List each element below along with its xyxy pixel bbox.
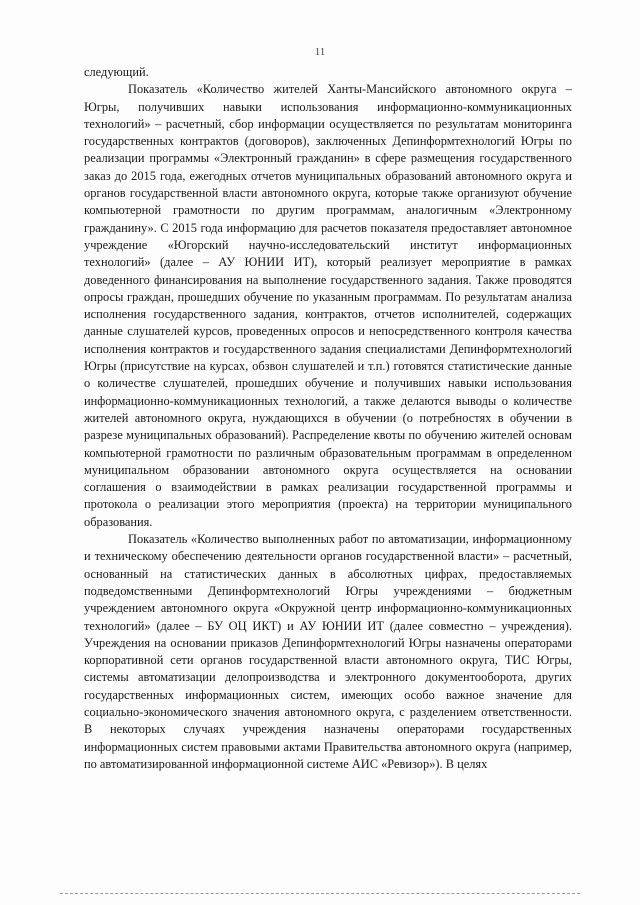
paragraph-indicator-automation-works: Показатель «Количество выполненных работ по автоматизации, информационному и техническому обеспечению деятельности органов государственной власти» – расчетный, основанный на статистических данных в абсолютных цифрах, предоставляемых подведомственными Депинформтехнологий Югры учреждениями – бюджетным учреждением автономного округа «Окружной центр информационно-коммуникационных технологий» (далее – БУ ОЦ ИКТ) и АУ ЮНИИ ИТ (далее совместно – учреждения). Учреждения на основании приказов Депинформтехнологий Югры назначены операторами корпоративной сети органов государственной власти автономного округа, ТИС Югры, системы автоматизации делопроизводства и электронного документооборота, других государственных информационных систем, имеющих особо важное значение для социально-экономического значения автономного округа, с разделением ответственности. В некоторых случаях учреждения назначены операторами государственных информационных систем правовыми актами Правительства автономного округа (например, по автоматизированной информационной системе АИС «Ревизор»). В целях: [84, 532, 572, 771]
footer-divider: [60, 893, 580, 894]
page-number: 11: [314, 46, 326, 58]
paragraph-continuation: следующий.: [84, 65, 149, 79]
document-body: [84, 64, 572, 773]
paragraph-indicator-ict-skills: Показатель «Количество жителей Ханты-Мансийского автономного округа – Югры, получивших навыки использования информационно-коммуникационных технологий» – расчетный, сбор информации осуществляется по результатам мониторинга государственных контрактов (договоров), заключенных Депинформтехнологий Югры по реализации программы «Электронный гражданин» в сфере размещения государственного заказ до 2015 года, ежегодных отчетов муниципальных образований автономного округа и органов государственной власти автономного округа, которые также организуют обучение компьютерной грамотности по другим программам, аналогичным «Электронному гражданину». С 2015 года информацию для расчетов показателя предоставляет автономное учреждение «Югорский научно-исследовательский институт информационных технологий» (далее – АУ ЮНИИ ИТ), который реализует мероприятие в рамках доведенного финансирования на выполнение государственного задания. Также проводятся опросы граждан, прошедших обучение по указанным программам. По результатам анализа исполнения государственного задания, контрактов, отчетов исполнителей, содержащих данные слушателей курсов, проведенных опросов и непосредственного контроля качества исполнения контрактов и государственного задания специалистами Депинформтехнологий Югры (присутствие на курсах, обзвон слушателей и т.п.) готовятся статистические данные о количестве слушателей, прошедших обучение и получивших навыки использования информационно-коммуникационных технологий, а также делаются выводы о количестве жителей автономного округа, нуждающихся в обучении (о потребностях в обучении в разрезе муниципальных образований). Распределение квоты по обучению жителей основам компьютерной грамотности по различным образовательным программам в определенном муниципальном образовании автономного округа осуществляется на основании соглашения о взаимодействии в рамках реализации государственной программы и протокола о реализации этого мероприятия (проекта) на территории муниципального образования.: [84, 82, 572, 529]
